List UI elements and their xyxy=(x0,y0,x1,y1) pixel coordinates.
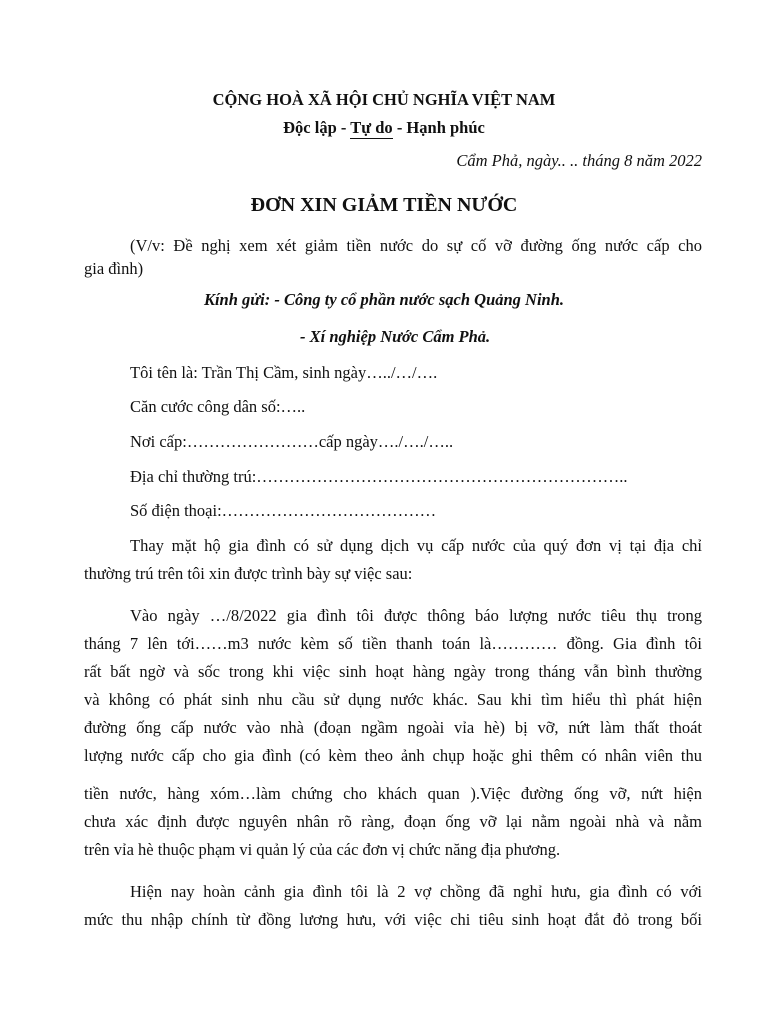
field-issued: Nơi cấp:……………………cấp ngày…./…./….. xyxy=(130,432,454,451)
recipient-line-1: Kính gửi: - Công ty cổ phần nước sạch Quảng Ninh. xyxy=(203,290,565,309)
motto xyxy=(0,118,768,138)
document-title: ĐƠN XIN GIẢM TIỀN NƯỚC xyxy=(250,194,518,216)
subject-line-2: gia đình) xyxy=(84,259,144,278)
paragraph-2-line-5: đường ống cấp nước vào nhà (đoạn ngầm ngoài vỉa hè) bị vỡ, nứt làm thất thoát xyxy=(84,718,702,737)
paragraph-1-line-2: thường trú trên tôi xin được trình bày sự việc sau: xyxy=(84,564,413,583)
motto-part3: - Hạnh phúc xyxy=(392,118,485,137)
paragraph-2-line-9: trên vỉa hè thuộc phạm vi quản lý của các đơn vị chức năng địa phương. xyxy=(84,840,561,859)
paragraph-2-line-2: tháng 7 lên tới……m3 nước kèm số tiền thanh toán là………… đồng. Gia đình tôi xyxy=(84,634,702,653)
paragraph-2-line-3: rất bất ngờ và sốc trong khi việc sinh hoạt hàng ngày trong tháng vẫn bình thường xyxy=(84,662,702,681)
place-date: Cẩm Phả, ngày.. .. tháng 8 năm 2022 xyxy=(456,151,702,170)
motto-part1: Độc lập - xyxy=(283,118,351,137)
nation-heading: CỘNG HOÀ XÃ HỘI CHỦ NGHĨA VIỆT NAM xyxy=(212,90,556,109)
paragraph-2-line-4: và không có phát sinh nhu cầu sử dụng nước khác. Sau khi tìm hiểu thì phát hiện xyxy=(84,690,702,709)
paragraph-2-line-8: chưa xác định được nguyên nhân rõ ràng, đoạn ống vỡ lại nằm ngoài nhà và nằm xyxy=(84,812,702,831)
paragraph-2-line-1: Vào ngày …/8/2022 gia đình tôi được thông báo lượng nước tiêu thụ trong xyxy=(130,606,702,625)
paragraph-3-line-2: mức thu nhập chính từ đồng lương hưu, với việc chi tiêu sinh hoạt đắt đỏ trong bối xyxy=(84,910,702,929)
field-id-card: Căn cước công dân số:….. xyxy=(130,397,306,416)
motto-part2: Tự do xyxy=(350,118,393,137)
paragraph-3-line-1: Hiện nay hoàn cảnh gia đình tôi là 2 vợ chồng đã nghỉ hưu, gia đình có với xyxy=(130,882,702,901)
recipient-line-2: - Xí nghiệp Nước Cẩm Phả. xyxy=(300,327,491,346)
field-name: Tôi tên là: Trần Thị Cầm, sinh ngày…../…/…. xyxy=(130,363,438,382)
field-address: Địa chỉ thường trú:………………………………………………………….. xyxy=(130,467,628,486)
subject-line-1: (V/v: Đề nghị xem xét giảm tiền nước do sự cố vỡ đường ống nước cấp cho xyxy=(130,236,702,255)
field-phone: Số điện thoại:………………………………… xyxy=(130,501,437,520)
paragraph-2-line-6: lượng nước cấp cho gia đình (có kèm theo ảnh chụp hoặc ghi thêm có nhân viên thu xyxy=(84,746,702,765)
paragraph-2-line-7: tiền nước, hàng xóm…làm chứng cho khách quan ).Việc đường ống vỡ, nứt hiện xyxy=(84,784,702,803)
paragraph-1-line-1: Thay mặt hộ gia đình có sử dụng dịch vụ cấp nước của quý đơn vị tại địa chỉ xyxy=(130,536,702,555)
